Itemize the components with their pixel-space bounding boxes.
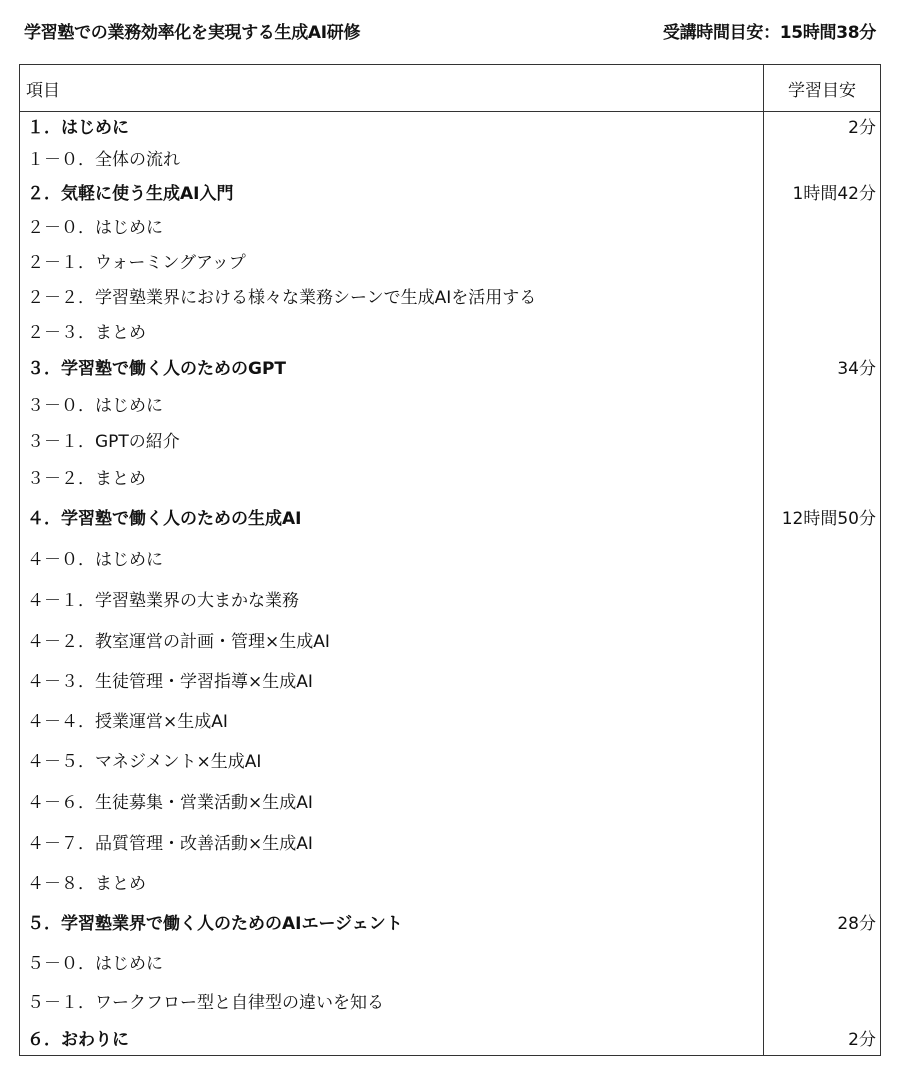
- document-title: 学習塾での業務効率化を実現する生成AI研修: [24, 22, 361, 43]
- item-cell: ２．気軽に使う生成AI入門: [20, 176, 764, 208]
- subsection-row: [20, 942, 881, 982]
- subsection-row: [20, 386, 881, 422]
- item-cell: ４．学習塾で働く人のための生成AI: [20, 496, 764, 538]
- section-row: [20, 1020, 881, 1056]
- item-cell: ４－５．マネジメント×生成AI: [20, 740, 764, 780]
- item-cell: ４－３．生徒管理・学習指導×生成AI: [20, 660, 764, 700]
- item-cell: ２－１．ウォーミングアップ: [20, 244, 764, 278]
- section-row: [20, 112, 881, 140]
- study-time-cell: 34分: [837, 359, 876, 379]
- table-body: [20, 112, 881, 1056]
- subsection-row: [20, 862, 881, 902]
- study-time-cell: [764, 314, 881, 348]
- column-header-study-time: 学習目安: [764, 65, 881, 112]
- subsection-row: [20, 140, 881, 176]
- total-study-time: 受講時間目安：15時間38分: [662, 22, 876, 43]
- item-cell: ４－４．授業運営×生成AI: [20, 700, 764, 740]
- curriculum-table: [19, 64, 881, 1056]
- item-cell: ４－２．教室運営の計画・管理×生成AI: [20, 620, 764, 660]
- study-time-cell: [764, 578, 881, 620]
- column-header-item: 項目: [20, 65, 764, 112]
- item-cell: ３．学習塾で働く人のためのGPT: [20, 348, 764, 386]
- study-time-cell: 12時間50分: [781, 509, 876, 529]
- section-row: [20, 348, 881, 386]
- table-header-row: [20, 65, 881, 112]
- section-row: [20, 496, 881, 538]
- item-cell: ２－３．まとめ: [20, 314, 764, 348]
- subsection-row: [20, 660, 881, 700]
- study-time-cell: [764, 208, 881, 244]
- item-cell: ３－１．GPTの紹介: [20, 422, 764, 458]
- item-cell: ３－２．まとめ: [20, 458, 764, 496]
- subsection-row: [20, 422, 881, 458]
- subsection-row: [20, 314, 881, 348]
- subsection-row: [20, 780, 881, 822]
- study-time-cell: [764, 538, 881, 578]
- subsection-row: [20, 740, 881, 780]
- study-time-cell: [764, 140, 881, 176]
- item-cell: ５．学習塾業界で働く人のためのAIエージェント: [20, 902, 764, 942]
- item-cell: ６．おわりに: [20, 1020, 764, 1056]
- study-time-cell: [764, 458, 881, 496]
- study-time-cell: [764, 244, 881, 278]
- item-cell: ４－１．学習塾業界の大まかな業務: [20, 578, 764, 620]
- study-time-cell: [764, 982, 881, 1020]
- subsection-row: [20, 208, 881, 244]
- subsection-row: [20, 578, 881, 620]
- study-time-cell: 1時間42分: [792, 184, 876, 204]
- study-time-cell: [764, 620, 881, 660]
- subsection-row: [20, 244, 881, 278]
- item-cell: ４－７．品質管理・改善活動×生成AI: [20, 822, 764, 862]
- study-time-cell: [764, 278, 881, 314]
- item-cell: ４－８．まとめ: [20, 862, 764, 902]
- document-header: [24, 16, 876, 44]
- subsection-row: [20, 620, 881, 660]
- study-time-cell: [764, 740, 881, 780]
- item-cell: ３－０．はじめに: [20, 386, 764, 422]
- subsection-row: [20, 278, 881, 314]
- section-row: [20, 176, 881, 208]
- subsection-row: [20, 538, 881, 578]
- subsection-row: [20, 822, 881, 862]
- item-cell: ４－６．生徒募集・営業活動×生成AI: [20, 780, 764, 822]
- item-cell: ５－１．ワークフロー型と自律型の違いを知る: [20, 982, 764, 1020]
- study-time-cell: [764, 780, 881, 822]
- study-time-cell: [764, 422, 881, 458]
- item-cell: １－０．全体の流れ: [20, 140, 764, 176]
- subsection-row: [20, 700, 881, 740]
- study-time-cell: 28分: [837, 914, 876, 934]
- subsection-row: [20, 458, 881, 496]
- item-cell: ４－０．はじめに: [20, 538, 764, 578]
- subsection-row: [20, 982, 881, 1020]
- item-cell: ２－０．はじめに: [20, 208, 764, 244]
- study-time-cell: 2分: [848, 118, 876, 139]
- study-time-cell: [764, 660, 881, 700]
- item-cell: １．はじめに: [20, 112, 764, 140]
- item-cell: ５－０．はじめに: [20, 942, 764, 982]
- section-row: [20, 902, 881, 942]
- study-time-cell: [764, 822, 881, 862]
- study-time-cell: [764, 862, 881, 902]
- study-time-cell: [764, 942, 881, 982]
- study-time-cell: [764, 700, 881, 740]
- study-time-cell: 2分: [848, 1029, 876, 1050]
- study-time-cell: [764, 386, 881, 422]
- item-cell: ２－２．学習塾業界における様々な業務シーンで生成AIを活用する: [20, 278, 764, 314]
